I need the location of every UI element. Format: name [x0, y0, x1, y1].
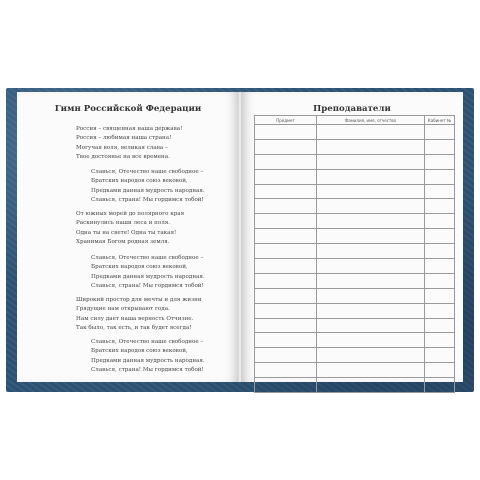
table-row [255, 154, 455, 169]
table-cell [425, 139, 455, 154]
anthem-line: Славься, страна! Мы гордимся тобой! [91, 283, 204, 290]
table-row [255, 139, 455, 154]
table-cell [425, 199, 455, 214]
table-cell [425, 378, 455, 393]
table-cell [317, 169, 425, 184]
anthem-stanza-1 [76, 125, 182, 163]
table-cell [317, 363, 425, 378]
table-row [255, 273, 455, 288]
table-cell [425, 154, 455, 169]
table-row [255, 318, 455, 333]
anthem-line: Славься, Отечество наше свободное – [91, 255, 204, 261]
anthem-line: Предками данная мудрость народная. [91, 357, 205, 364]
table-cell [317, 273, 425, 288]
table-row [255, 288, 455, 303]
anthem-line: Грядущие нам открывают года. [76, 306, 170, 313]
anthem-stanza-2 [76, 210, 184, 248]
anthem-line: Одна ты на свете! Одна ты такая! [76, 229, 177, 236]
left-page [17, 92, 239, 382]
table-cell [255, 244, 317, 259]
teachers-title: Преподаватели [313, 104, 391, 114]
table-row [255, 244, 455, 259]
table-cell [317, 139, 425, 154]
table-cell [425, 259, 455, 274]
table-row [255, 363, 455, 378]
table-cell [317, 333, 425, 348]
table-cell [425, 273, 455, 288]
table-cell [255, 169, 317, 184]
table-cell [425, 363, 455, 378]
anthem-line: Предками данная мудрость народная. [91, 273, 205, 280]
table-cell [425, 333, 455, 348]
anthem-line: Славься, страна! Мы гордимся тобой! [91, 367, 204, 374]
table-cell [255, 288, 317, 303]
table-cell [425, 169, 455, 184]
table-cell [425, 348, 455, 363]
table-cell [317, 303, 425, 318]
anthem-line: Братских народов союз вековой, [91, 178, 188, 185]
anthem-line: Хранимая Богом родная земля. [76, 239, 170, 246]
table-row [255, 229, 455, 244]
table-cell [255, 139, 317, 154]
anthem-line: Широкий простор для мечты и для жизни [76, 297, 202, 303]
table-cell [255, 154, 317, 169]
anthem-refrain-3 [91, 338, 205, 376]
table-cell [317, 229, 425, 244]
anthem-line: Россия – священная наша держава! [76, 126, 183, 132]
teachers-table [254, 115, 455, 393]
table-cell [255, 273, 317, 288]
anthem-line: Славься, Отечество наше свободное – [91, 339, 204, 345]
anthem-line: Так было, так есть, и так будет всегда! [76, 325, 192, 332]
anthem-line: Россия – любимая наша страна! [76, 135, 172, 142]
table-cell [255, 214, 317, 229]
anthem-line: Славься, страна! Мы гордимся тобой! [91, 197, 204, 204]
table-cell [317, 378, 425, 393]
table-cell [317, 288, 425, 303]
table-cell [317, 214, 425, 229]
table-header-row [255, 116, 455, 125]
table-cell [255, 378, 317, 393]
column-header-room: Кабинет № [425, 116, 455, 125]
table-cell [255, 199, 317, 214]
table-cell [255, 303, 317, 318]
anthem-line: Твое достоянье на все времена. [76, 154, 170, 161]
anthem-line: Братских народов союз вековой, [91, 348, 188, 355]
table-cell [255, 229, 317, 244]
table-cell [317, 199, 425, 214]
anthem-line: Братских народов союз вековой, [91, 264, 188, 271]
table-cell [255, 259, 317, 274]
table-cell [317, 259, 425, 274]
table-cell [425, 288, 455, 303]
table-cell [317, 244, 425, 259]
table-row [255, 259, 455, 274]
table-cell [255, 318, 317, 333]
table-cell [255, 348, 317, 363]
table-row [255, 184, 455, 199]
anthem-title: Гимн Российской Федерации [54, 104, 202, 114]
teachers-table-body [255, 125, 455, 393]
table-cell [425, 244, 455, 259]
table-cell [425, 214, 455, 229]
table-cell [425, 229, 455, 244]
anthem-stanza-3 [76, 296, 202, 334]
column-header-name: Фамилия, имя, отчество [317, 116, 425, 125]
table-cell [317, 154, 425, 169]
anthem-line: Нам силу дает наша верность Отчизне. [76, 315, 194, 322]
table-row [255, 303, 455, 318]
column-header-subject: Предмет [255, 116, 317, 125]
anthem-line: Могучая воля, великая слава – [76, 144, 168, 151]
table-cell [255, 125, 317, 140]
table-cell [317, 184, 425, 199]
anthem-line: Славься, Отечество наше свободное – [91, 169, 204, 175]
table-row [255, 214, 455, 229]
anthem-line: От южных морей до полярного края [76, 211, 185, 217]
right-page [241, 92, 463, 382]
table-cell [255, 363, 317, 378]
table-cell [255, 184, 317, 199]
table-cell [317, 125, 425, 140]
table-row [255, 333, 455, 348]
anthem-refrain-2 [91, 254, 205, 292]
table-row [255, 378, 455, 393]
table-row [255, 348, 455, 363]
anthem-line: Предками данная мудрость народная. [91, 187, 205, 194]
table-row [255, 125, 455, 140]
table-cell [255, 333, 317, 348]
table-cell [425, 184, 455, 199]
table-row [255, 199, 455, 214]
table-cell [317, 348, 425, 363]
table-row [255, 169, 455, 184]
anthem-line: Раскинулись наши леса и поля. [76, 220, 171, 227]
table-cell [425, 303, 455, 318]
anthem-refrain-1 [91, 168, 205, 206]
table-cell [317, 318, 425, 333]
table-cell [425, 125, 455, 140]
table-cell [425, 318, 455, 333]
